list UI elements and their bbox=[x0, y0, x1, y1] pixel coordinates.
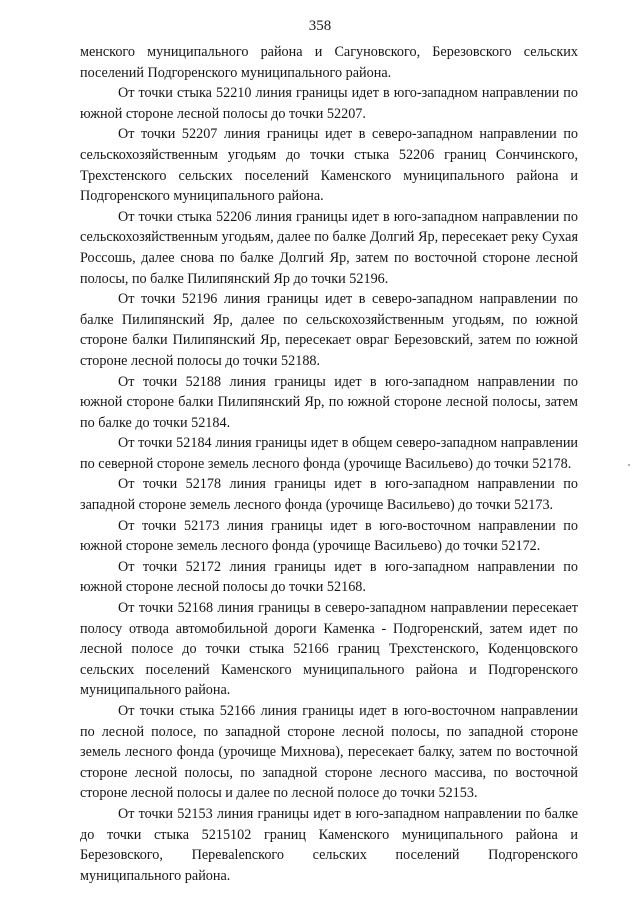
paragraph: От точки 52173 линия границы идет в юго-восточном направлении по южной стороне земель лесного фонда (урочище Васильево) до точки 52172. bbox=[80, 517, 578, 555]
paragraph: От точки 52184 линия границы идет в общем северо-западном направлении по северной стороне земель лесного фонда (урочище Васильево) до точки 52178. bbox=[80, 435, 578, 472]
paragraph: От точки 52196 линия границы идет в северо-западном направлении по балке Пилипянский Яр, далее по сельскохозяйственным угодьям, по южной стороне балки Пилипянский Яр, пересекает овраг Березовский, затем по южной стороне лесной полосы до точки 52188. bbox=[80, 291, 578, 369]
paragraph: От точки 52207 линия границы идет в северо-западном направлении по сельскохозяйственным угодьям до точки стыка 52206 границ Сончинского, Трехстенского сельских поселений Каменского муниципального района и Подгоренского муниципального района. bbox=[80, 126, 578, 205]
paragraph: От точки 52168 линия границы в северо-западном направлении пересекает полосу отвода автомобильной дороги Каменка - Подгоренский, затем идет по лесной полосе до точки стыка 52166 границ Трехстенского, Коденцовского сельских поселений Каменского муниципального района и Подгоренского муниципального района. bbox=[80, 600, 578, 699]
paragraph: От точки стыка 52166 линия границы идет в юго-восточном направлении по лесной полосе, по западной стороне лесной полосы, по западной стороне земель лесного фонда (урочище Михнова), пересекает балку, затем по восточной стороне лесной полосы, по западной стороне лесного массива, по восточной стороне лесной полосы и далее по лесной полосе до точки 52153. bbox=[80, 703, 578, 802]
paragraph: От точки 52188 линия границы идет в юго-западном направлении по южной стороне балки Пилипянский Яр, по южной стороне лесной полосы, затем по балке до точки 52184. bbox=[80, 373, 578, 431]
document-body bbox=[80, 42, 578, 886]
paragraph-continuation: менского муниципального района и Сагуновского, Березовского сельских поселений Подгоренского муниципального района. bbox=[80, 44, 578, 81]
page-number: 358 bbox=[308, 18, 332, 34]
paragraph: От точки 52172 линия границы идет в юго-западном направлении по южной стороне лесной полосы до точки 52168. bbox=[80, 558, 578, 596]
scan-speck bbox=[628, 464, 630, 466]
paragraph: От точки стыка 52206 линия границы идет в юго-западном направлении по сельскохозяйственным угодьям, далее по балке Долгий Яр, пересекает реку Сухая Россошь, далее снова по балке Долгий Яр, затем по восточной стороне лесной полосы, по балке Пилипянский Яр до точки 52196. bbox=[80, 208, 578, 287]
paragraph: От точки 52178 линия границы идет в юго-западном направлении по западной стороне земель лесного фонда (урочище Васильево) до точки 52173. bbox=[80, 476, 578, 514]
paragraph: От точки стыка 52210 линия границы идет в юго-западном направлении по южной стороне лесной полосы до точки 52207. bbox=[80, 85, 578, 122]
paragraph: От точки 52153 линия границы идет в юго-западном направлении по балке до точки стыка 5215102 границ Каменского муниципального района и Березовского, Перевalenского сельских поселений Подгоренского муниципального района. bbox=[80, 805, 578, 884]
